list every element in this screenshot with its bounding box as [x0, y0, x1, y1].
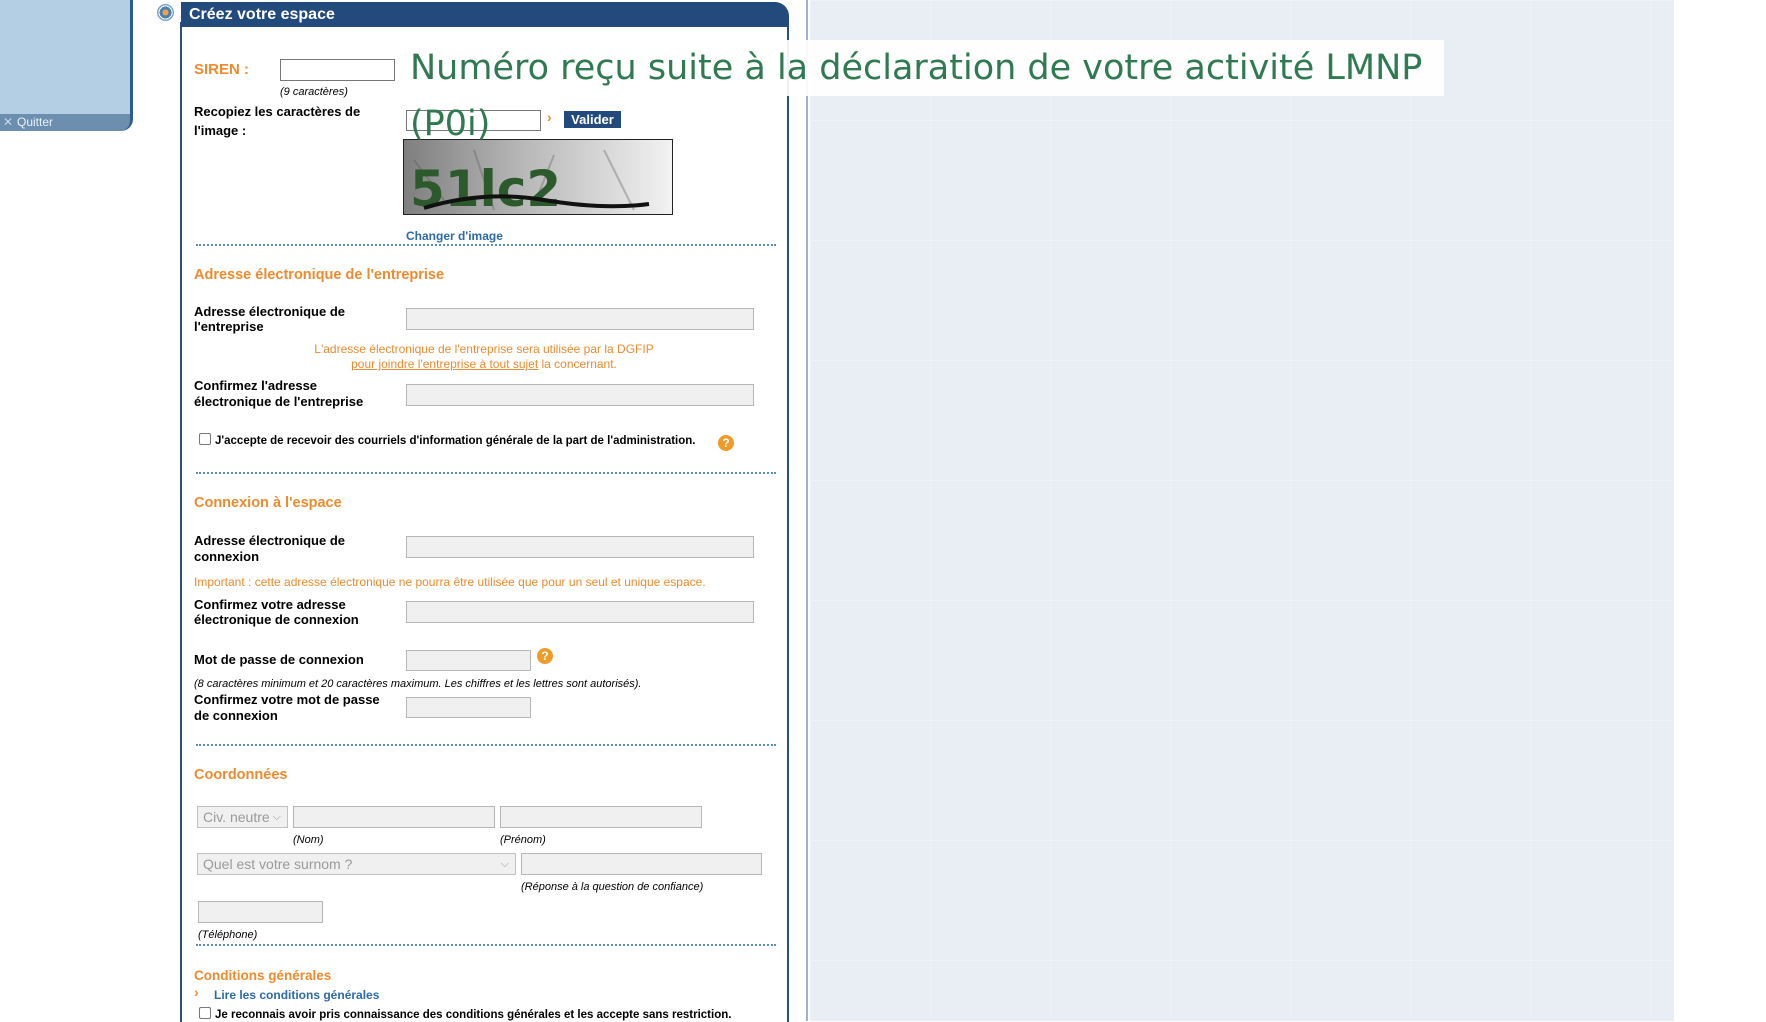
confirm-password-line2: de connexion: [194, 708, 278, 723]
company-email-info-tail: la concernant.: [538, 357, 617, 371]
form-border-left: [180, 22, 182, 1022]
form-border-right: [787, 22, 789, 1022]
connection-email-input[interactable]: [406, 536, 754, 558]
divider: [196, 744, 776, 746]
prenom-input[interactable]: [500, 806, 702, 828]
background-panel: [810, 0, 1674, 1021]
company-email-confirm-line1: Confirmez l'adresse: [194, 378, 318, 393]
company-email-info-line1: L'adresse électronique de l'entreprise sera utilisée par la DGFIP: [314, 342, 654, 356]
accept-terms-label: Je reconnais avoir pris connaissance des conditions générales et les accepte sans restriction.: [215, 1009, 732, 1021]
company-email-confirm-input[interactable]: [406, 384, 754, 406]
company-email-label-line2: l'entreprise: [194, 319, 264, 334]
phone-input[interactable]: [198, 901, 323, 923]
connection-email-label-line2: connexion: [194, 549, 260, 564]
quit-button[interactable]: [0, 114, 130, 131]
siren-hint: (9 caractères): [280, 86, 348, 98]
nom-input[interactable]: [293, 806, 495, 828]
section-terms: Conditions générales: [194, 968, 332, 983]
company-email-input[interactable]: [406, 308, 754, 330]
prenom-hint: (Prénom): [500, 834, 546, 846]
company-email-label-line1: Adresse électronique de: [194, 304, 345, 319]
newsletter-label: J'accepte de recevoir des courriels d'information générale de la part de l'administration.: [215, 435, 696, 447]
company-email-info-line2: [194, 357, 774, 371]
security-answer-input[interactable]: [521, 853, 762, 875]
section-connection: Connexion à l'espace: [194, 495, 342, 511]
help-icon[interactable]: ?: [718, 435, 734, 451]
password-label: Mot de passe de connexion: [194, 652, 364, 667]
newsletter-checkbox[interactable]: [199, 433, 211, 445]
security-question-select[interactable]: [197, 853, 516, 875]
validate-button[interactable]: Valider: [564, 111, 621, 128]
connection-confirm-email-input[interactable]: [406, 601, 754, 623]
quit-label: Quitter: [17, 115, 54, 129]
arrow-right-icon: ›: [194, 984, 199, 1000]
security-answer-hint: (Réponse à la question de confiance): [521, 881, 704, 893]
section-company-email: Adresse électronique de l'entreprise: [194, 267, 445, 283]
company-email-confirm-line2: électronique de l'entreprise: [194, 394, 364, 409]
company-email-info-link[interactable]: pour joindre l'entreprise à tout sujet: [351, 357, 539, 371]
read-terms-link[interactable]: Lire les conditions générales: [214, 988, 380, 1002]
connection-confirm-email-line1: Confirmez votre adresse: [194, 597, 346, 612]
close-icon: ✕: [3, 115, 14, 129]
section-contact: Coordonnées: [194, 767, 288, 783]
siren-input[interactable]: [280, 59, 395, 81]
divider: [196, 944, 776, 946]
divider: [196, 244, 776, 246]
change-image-link[interactable]: Changer d'image: [406, 229, 503, 243]
confirm-password-line1: Confirmez votre mot de passe: [194, 692, 380, 707]
confirm-password-input[interactable]: [406, 697, 531, 718]
connection-confirm-email-line2: électronique de connexion: [194, 612, 359, 627]
captcha-image-text: 51lc2: [410, 160, 562, 215]
captcha-label-line1: Recopiez les caractères de: [194, 104, 361, 119]
espace-logo-icon: [157, 4, 174, 21]
page-title: Créez votre espace: [181, 2, 789, 27]
password-hint: (8 caractères minimum et 20 caractères maximum. Les chiffres et les lettres sont autorisés).: [194, 678, 642, 690]
security-question-value: Quel est votre surnom ?: [203, 856, 353, 872]
chevron-down-icon: ⌵: [500, 858, 509, 870]
civility-select[interactable]: [197, 806, 288, 828]
divider: [196, 472, 776, 474]
help-icon[interactable]: ?: [537, 648, 553, 664]
siren-label: SIREN :: [194, 61, 250, 78]
password-input[interactable]: [406, 650, 531, 671]
phone-hint: (Téléphone): [198, 929, 258, 941]
sidebar: [0, 0, 133, 131]
connection-email-label-line1: Adresse électronique de: [194, 533, 345, 548]
background-divider: [806, 0, 808, 1021]
civility-value: Civ. neutre: [203, 809, 270, 825]
nom-hint: (Nom): [293, 834, 324, 846]
chevron-down-icon: ⌵: [272, 811, 281, 823]
annotation-callout: Numéro reçu suite à la déclaration de votre activité LMNP (P0i): [404, 40, 1444, 96]
accept-terms-checkbox[interactable]: [199, 1007, 211, 1019]
captcha-label-line2: l'image :: [194, 123, 247, 138]
arrow-right-icon: ›: [547, 109, 552, 125]
connection-important-note: Important : cette adresse électronique ne pourra être utilisée que pour un seul et unique espace.: [194, 575, 706, 589]
